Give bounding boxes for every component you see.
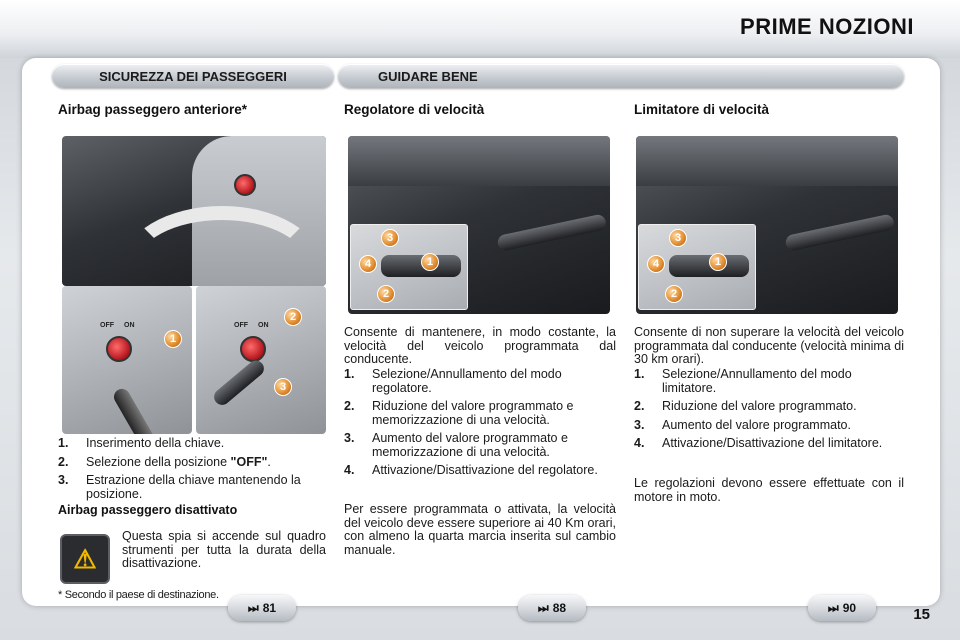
airbag-heading: Airbag passeggero anteriore* [58,102,248,117]
airbag-dashboard-photo [62,136,326,286]
control-marker-3: 3 [381,229,399,247]
step-marker-1: 1 [164,330,182,348]
tab-driving-well[interactable]: GUIDARE BENE [338,64,904,88]
list-item: 2. Riduzione del valore programmato e memorizzazione di una velocità. [344,399,574,427]
list-item: 1. Selezione/Annullamento del modo limitatore. [634,367,852,395]
skip-forward-icon: ⏭ [827,600,839,615]
airbag-off-warning-icon: ⚠ [60,534,110,584]
skip-forward-icon: ⏭ [247,600,259,615]
stalk-icon [496,213,607,252]
airbag-key-turn-photo [196,286,326,434]
list-item: 4. Attivazione/Disattivazione del regolatore. [344,463,598,477]
airbag-key-insert-photo [62,286,192,434]
tab-passenger-safety[interactable]: SICUREZZA DEI PASSEGGERI [52,64,334,88]
off-label: OFF [100,322,114,329]
list-item: 3. Aumento del valore programmato. [634,417,851,432]
list-item: 3. Estrazione della chiave mantenendo la posizione. [58,473,301,501]
off-label: OFF [234,322,248,329]
key-slot-icon [106,336,132,362]
airbag-disabled-subheading: Airbag passeggero disattivato [58,503,238,517]
list-item: 1. Selezione/Annullamento del modo regolatore. [344,367,562,395]
limiter-intro: Consente di non superare la velocità del veicolo programmata dal conducente (velocità minima di 30 km orari). [634,325,904,366]
limiter-note: Le regolazioni devono essere effettuate con il motore in moto. [634,476,904,504]
page-ref-number: 81 [262,601,277,615]
key-icon [211,357,267,408]
cruise-intro: Consente di mantenere, in modo costante, la velocità del veicolo programmata dal conducente. [344,325,616,366]
list-item: 2. Selezione della posizione "OFF". [58,454,271,469]
control-marker-4: 4 [359,255,377,273]
list-item: 4. Attivazione/Disattivazione del limitatore. [634,436,883,450]
page-ref-number: 90 [842,601,857,615]
list-item: 3. Aumento del valore programmato e memorizzazione di una velocità. [344,431,568,459]
skip-forward-icon: ⏭ [537,600,549,615]
page-ref-90-link[interactable] [808,595,876,621]
footnote: * Secondo il paese di destinazione. [58,589,219,601]
cruise-control-photo [348,136,610,314]
limiter-heading: Limitatore di velocità [634,102,770,117]
key-icon [111,386,160,434]
step-marker-2: 2 [284,308,302,326]
cruise-note: Per essere programmata o attivata, la velocità del veicolo deve essere superiore ai 40 Km orari, con almeno la quarta marcia inserita sul cambio manuale. [344,502,616,557]
control-marker-1: 1 [421,253,439,271]
limiter-controls-list [634,368,904,456]
cruise-controls-list [344,368,616,483]
cruise-heading: Regolatore di velocità [344,102,485,117]
on-label: ON [124,322,135,329]
step-marker-3: 3 [274,378,292,396]
control-marker-1: 1 [709,253,727,271]
list-item: 1. Inserimento della chiave. [58,436,225,450]
stalk-icon [784,213,895,252]
page-number: 15 [913,606,930,623]
speed-limiter-photo [636,136,898,314]
page-title: PRIME NOZIONI [740,14,914,39]
key-slot-icon [240,336,266,362]
control-marker-3: 3 [669,229,687,247]
page-ref-88-link[interactable] [518,595,586,621]
airbag-steps-list [58,437,328,506]
airbag-warning-text: Questa spia si accende sul quadro strumenti per tutta la durata della disattivazione. [122,529,326,570]
control-marker-2: 2 [377,285,395,303]
page-ref-81-link[interactable] [228,595,296,621]
page-ref-number: 88 [552,601,567,615]
cruise-stalk-inset [350,224,468,310]
limiter-stalk-inset [638,224,756,310]
on-label: ON [258,322,269,329]
list-item: 2. Riduzione del valore programmato. [634,399,857,413]
airbag-switch-icon [234,174,256,196]
control-marker-4: 4 [647,255,665,273]
control-marker-2: 2 [665,285,683,303]
